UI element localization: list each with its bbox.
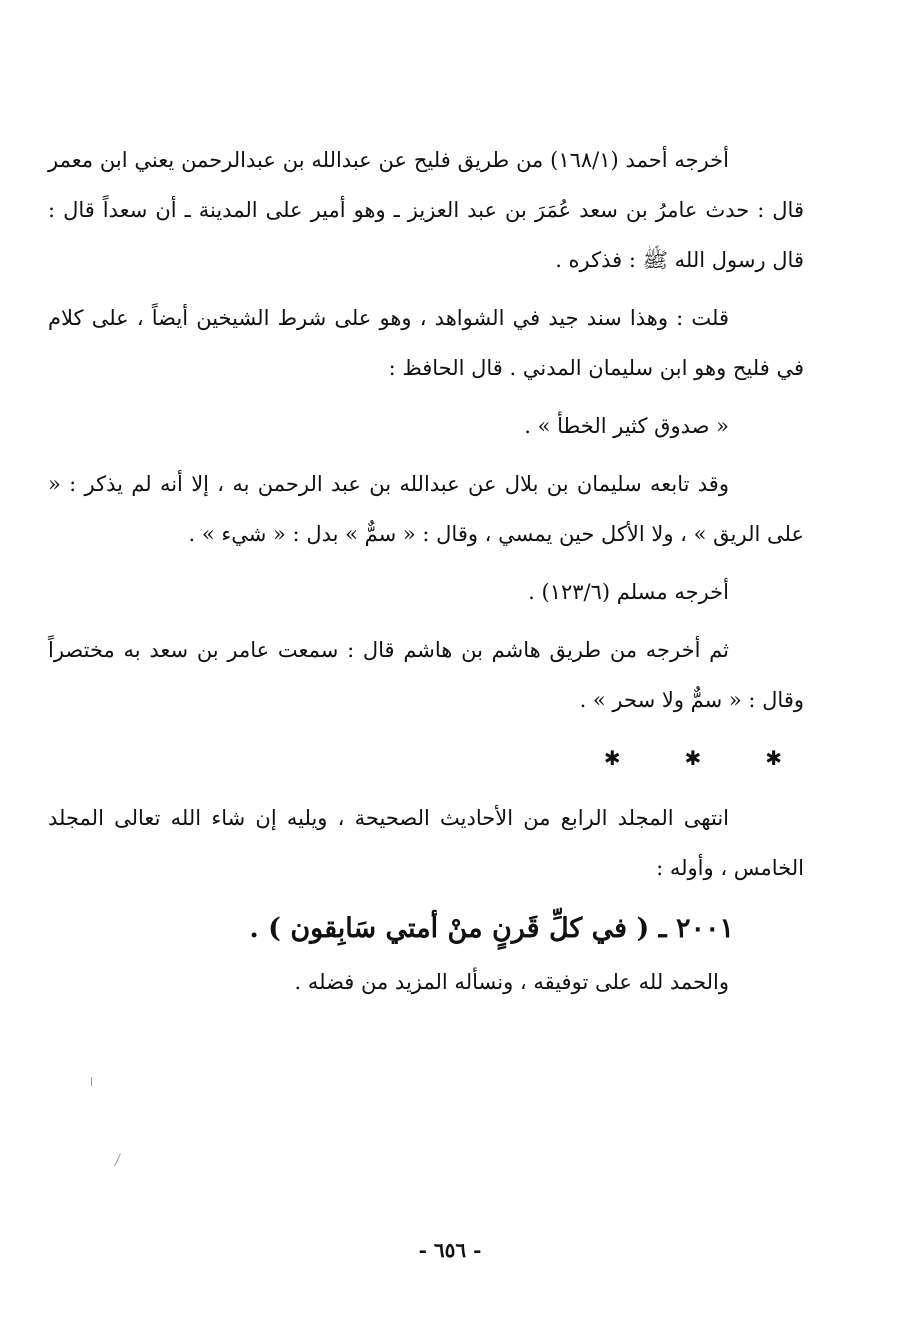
scan-speck [114,1153,121,1166]
section-separator [48,733,804,783]
next-hadith-title: ٢٠٠١ ـ ( في كلِّ قَرنٍ منْ أمتي سَابِقون ) . [249,913,734,944]
paragraph-takhrij-muslim: أخرجه مسلم (١٢٣/٦) . [528,580,729,604]
quote-hafiz: « صدوق كثير الخطأ » . [524,414,729,438]
closing-line: والحمد لله على توفيقه ، ونسأله المزيد من فضله . [294,970,729,994]
paragraph-mutaba: وقد تابعه سليمان بن بلال عن عبدالله بن عبد الرحمن به ، إلا أنه لم يذكر : « على الريق » ، ولا الأكل حين يمسي ، وقال : « سمٌّ » بدل : « شيء » . [48,472,804,546]
separator-star-icon: ✱ [684,746,702,770]
document-body [48,135,804,1007]
scan-speck [91,1077,92,1086]
paragraph-hashim: ثم أخرجه من طريق هاشم بن هاشم قال : سمعت عامر بن سعد به مختصراً وقال : « سمٌّ ولا سحر » . [48,638,804,712]
page-number: - ٦٥٦ - [418,1238,482,1262]
separator-star-icon: ✱ [603,746,621,770]
paragraph-volume-end: انتهى المجلد الرابع من الأحاديث الصحيحة ، ويليه إن شاء الله تعالى المجلد الخامس ، وأوله : [48,806,804,880]
separator-star-icon: ✱ [765,746,782,770]
paragraph-takhrij-ahmad: أخرجه أحمد (١٦٨/١) من طريق فليح عن عبدالله بن عبدالرحمن يعني ابن معمر قال : حدث عامرُ بن سعد عُمَرَ بن عبد العزيز ـ وهو أمير على المدينة ـ أن سعداً قال : قال رسول الله ﷺ : فذكره . [48,148,804,272]
paragraph-sanad-comment: قلت : وهذا سند جيد في الشواهد ، وهو على شرط الشيخين أيضاً ، على كلام في فليح وهو ابن سليمان المدني . قال الحافظ : [48,306,804,380]
